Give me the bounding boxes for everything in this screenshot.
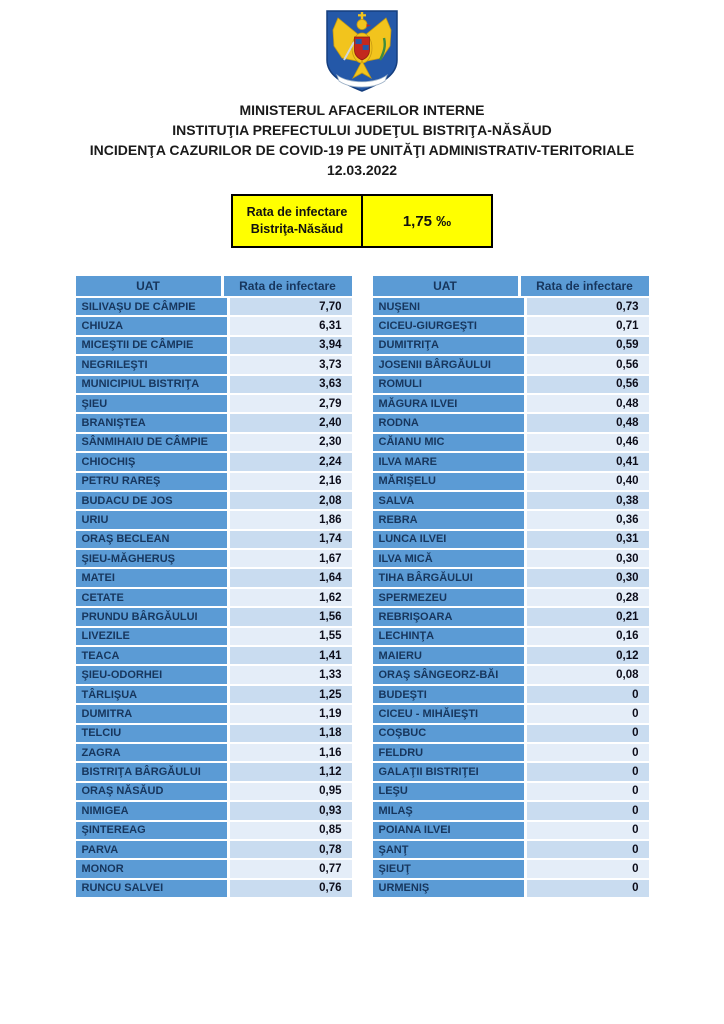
rate-value-cell: 0 bbox=[527, 686, 649, 703]
uat-name-cell: DUMITRA bbox=[76, 705, 227, 722]
column-header-uat: UAT bbox=[373, 276, 518, 296]
table-row bbox=[76, 763, 352, 780]
rate-value-cell: 0 bbox=[527, 802, 649, 819]
uat-name-cell: CICEU - MIHĂIEŞTI bbox=[373, 705, 524, 722]
uat-name-cell: GALAŢII BISTRIŢEI bbox=[373, 763, 524, 780]
uat-name-cell: MONOR bbox=[76, 860, 227, 877]
uat-name-cell: TIHA BÂRGĂULUI bbox=[373, 569, 524, 586]
table-row bbox=[76, 492, 352, 509]
table-row bbox=[373, 569, 649, 586]
uat-name-cell: ORAŞ NĂSĂUD bbox=[76, 783, 227, 800]
rate-value-cell: 0,41 bbox=[527, 453, 649, 470]
uat-name-cell: ORAŞ SÂNGEORZ-BĂI bbox=[373, 666, 524, 683]
table-row bbox=[373, 802, 649, 819]
rate-value-cell: 0,40 bbox=[527, 473, 649, 490]
rate-value-cell: 2,24 bbox=[230, 453, 352, 470]
rate-value-cell: 0 bbox=[527, 822, 649, 839]
rate-value-cell: 0,73 bbox=[527, 298, 649, 315]
rate-value-cell: 6,31 bbox=[230, 317, 352, 334]
uat-name-cell: ŞIEU-MĂGHERUŞ bbox=[76, 550, 227, 567]
table-row bbox=[373, 589, 649, 606]
uat-name-cell: MUNICIPIUL BISTRIŢA bbox=[76, 376, 227, 393]
uat-name-cell: CHIUZA bbox=[76, 317, 227, 334]
table-row bbox=[76, 531, 352, 548]
rate-value-cell: 0,77 bbox=[230, 860, 352, 877]
uat-name-cell: ROMULI bbox=[373, 376, 524, 393]
table-row bbox=[76, 802, 352, 819]
rate-value-cell: 1,16 bbox=[230, 744, 352, 761]
table-row bbox=[373, 822, 649, 839]
table-header-row bbox=[76, 276, 352, 296]
table-row bbox=[76, 473, 352, 490]
uat-name-cell: MICEŞTII DE CÂMPIE bbox=[76, 337, 227, 354]
rate-value-cell: 0 bbox=[527, 725, 649, 742]
rate-value-cell: 0 bbox=[527, 705, 649, 722]
uat-name-cell: TEACA bbox=[76, 647, 227, 664]
uat-name-cell: LIVEZILE bbox=[76, 628, 227, 645]
uat-name-cell: MILAŞ bbox=[373, 802, 524, 819]
table-row bbox=[76, 880, 352, 897]
rate-value-cell: 2,79 bbox=[230, 395, 352, 412]
table-row bbox=[373, 531, 649, 548]
uat-name-cell: NIMIGEA bbox=[76, 802, 227, 819]
uat-name-cell: JOSENII BÂRGĂULUI bbox=[373, 356, 524, 373]
rate-value-cell: 0,78 bbox=[230, 841, 352, 858]
table-row bbox=[76, 569, 352, 586]
column-header-uat: UAT bbox=[76, 276, 221, 296]
uat-name-cell: LUNCA ILVEI bbox=[373, 531, 524, 548]
rate-value-cell: 0 bbox=[527, 860, 649, 877]
table-row bbox=[76, 628, 352, 645]
rate-value-cell: 2,30 bbox=[230, 434, 352, 451]
uat-name-cell: ŞIEU bbox=[76, 395, 227, 412]
rate-value-cell: 2,08 bbox=[230, 492, 352, 509]
uat-table-right bbox=[373, 276, 649, 897]
rate-value-cell: 3,73 bbox=[230, 356, 352, 373]
column-header-rate: Rata de infectare bbox=[224, 276, 352, 296]
uat-name-cell: REBRA bbox=[373, 511, 524, 528]
table-header-row bbox=[373, 276, 649, 296]
table-row bbox=[76, 705, 352, 722]
uat-name-cell: ZAGRA bbox=[76, 744, 227, 761]
rate-value-cell: 0 bbox=[527, 763, 649, 780]
table-row bbox=[373, 647, 649, 664]
table-row bbox=[373, 414, 649, 431]
table-row bbox=[373, 608, 649, 625]
rate-value-cell: 1,19 bbox=[230, 705, 352, 722]
uat-name-cell: MATEI bbox=[76, 569, 227, 586]
uat-name-cell: SILIVAŞU DE CÂMPIE bbox=[76, 298, 227, 315]
uat-name-cell: SÂNMIHAIU DE CÂMPIE bbox=[76, 434, 227, 451]
table-row bbox=[373, 511, 649, 528]
uat-name-cell: PRUNDU BÂRGĂULUI bbox=[76, 608, 227, 625]
rate-value-cell: 2,16 bbox=[230, 473, 352, 490]
title-ministry: MINISTERUL AFACERILOR INTERNE bbox=[239, 102, 485, 118]
tables-container bbox=[0, 276, 724, 897]
uat-name-cell: SALVA bbox=[373, 492, 524, 509]
uat-name-cell: CHIOCHIŞ bbox=[76, 453, 227, 470]
table-row bbox=[76, 647, 352, 664]
rate-value-cell: 1,74 bbox=[230, 531, 352, 548]
uat-name-cell: BUDACU DE JOS bbox=[76, 492, 227, 509]
table-row bbox=[76, 511, 352, 528]
table-row bbox=[76, 666, 352, 683]
rate-value-cell: 1,62 bbox=[230, 589, 352, 606]
table-row bbox=[76, 453, 352, 470]
rate-value-cell: 0,08 bbox=[527, 666, 649, 683]
table-row bbox=[76, 589, 352, 606]
table-row bbox=[373, 337, 649, 354]
table-row bbox=[373, 744, 649, 761]
table-row bbox=[373, 705, 649, 722]
uat-name-cell: RUNCU SALVEI bbox=[76, 880, 227, 897]
rate-value-cell: 0,12 bbox=[527, 647, 649, 664]
table-row bbox=[76, 317, 352, 334]
uat-name-cell: RODNA bbox=[373, 414, 524, 431]
table-row bbox=[373, 376, 649, 393]
rate-value-cell: 0,46 bbox=[527, 434, 649, 451]
rate-value-cell: 0,16 bbox=[527, 628, 649, 645]
rate-value-cell: 0,56 bbox=[527, 376, 649, 393]
table-row bbox=[76, 822, 352, 839]
uat-name-cell: CICEU-GIURGEŞTI bbox=[373, 317, 524, 334]
table-row bbox=[76, 356, 352, 373]
table-row bbox=[373, 841, 649, 858]
table-row bbox=[373, 783, 649, 800]
table-row bbox=[373, 434, 649, 451]
rate-value-cell: 0,95 bbox=[230, 783, 352, 800]
rate-value-cell: 1,12 bbox=[230, 763, 352, 780]
uat-name-cell: TÂRLIŞUA bbox=[76, 686, 227, 703]
uat-name-cell: MAIERU bbox=[373, 647, 524, 664]
table-row bbox=[373, 453, 649, 470]
rate-value-cell: 0,21 bbox=[527, 608, 649, 625]
table-row bbox=[373, 880, 649, 897]
rate-value-cell: 0,71 bbox=[527, 317, 649, 334]
rate-value-cell: 0 bbox=[527, 880, 649, 897]
table-row bbox=[373, 356, 649, 373]
rate-value-cell: 2,40 bbox=[230, 414, 352, 431]
table-row bbox=[76, 744, 352, 761]
table-row bbox=[76, 337, 352, 354]
column-header-rate: Rata de infectare bbox=[521, 276, 649, 296]
uat-name-cell: MĂRIŞELU bbox=[373, 473, 524, 490]
romanian-mai-coat-of-arms-icon bbox=[324, 8, 400, 94]
uat-name-cell: NEGRILEŞTI bbox=[76, 356, 227, 373]
uat-name-cell: TELCIU bbox=[76, 725, 227, 742]
county-rate-summary-box bbox=[231, 194, 493, 248]
table-row bbox=[373, 666, 649, 683]
table-row bbox=[373, 860, 649, 877]
table-row bbox=[76, 298, 352, 315]
title-subject: INCIDENŢA CAZURILOR DE COVID-19 PE UNITĂŢI ADMINISTRATIV-TERITORIALE bbox=[89, 142, 635, 158]
uat-name-cell: MĂGURA ILVEI bbox=[373, 395, 524, 412]
rate-value-cell: 0 bbox=[527, 744, 649, 761]
table-row bbox=[76, 725, 352, 742]
uat-name-cell: ILVA MICĂ bbox=[373, 550, 524, 567]
uat-name-cell: LEŞU bbox=[373, 783, 524, 800]
table-row bbox=[373, 492, 649, 509]
rate-value-cell: 0,85 bbox=[230, 822, 352, 839]
rate-value-cell: 1,25 bbox=[230, 686, 352, 703]
uat-name-cell: REBRIŞOARA bbox=[373, 608, 524, 625]
rate-value-cell: 1,86 bbox=[230, 511, 352, 528]
rate-value-cell: 0,76 bbox=[230, 880, 352, 897]
uat-name-cell: PARVA bbox=[76, 841, 227, 858]
rate-value-cell: 0,31 bbox=[527, 531, 649, 548]
title-date: 12.03.2022 bbox=[326, 162, 398, 178]
uat-name-cell: ILVA MARE bbox=[373, 453, 524, 470]
uat-table-left bbox=[76, 276, 352, 897]
rate-value-cell: 0,93 bbox=[230, 802, 352, 819]
table-row bbox=[76, 608, 352, 625]
table-row bbox=[373, 473, 649, 490]
rate-value-cell: 0,36 bbox=[527, 511, 649, 528]
table-row bbox=[373, 725, 649, 742]
uat-name-cell: BRANIŞTEA bbox=[76, 414, 227, 431]
uat-name-cell: COŞBUC bbox=[373, 725, 524, 742]
uat-name-cell: DUMITRIŢA bbox=[373, 337, 524, 354]
uat-name-cell: ŞANŢ bbox=[373, 841, 524, 858]
rate-value-cell: 0,30 bbox=[527, 569, 649, 586]
title-block bbox=[0, 100, 724, 180]
table-row bbox=[373, 686, 649, 703]
rate-value-cell: 0,30 bbox=[527, 550, 649, 567]
rate-value-cell: 1,41 bbox=[230, 647, 352, 664]
uat-name-cell: BUDEŞTI bbox=[373, 686, 524, 703]
rate-value-cell: 0,48 bbox=[527, 414, 649, 431]
table-row bbox=[373, 395, 649, 412]
rate-value-cell: 3,63 bbox=[230, 376, 352, 393]
rate-value-cell: 0 bbox=[527, 783, 649, 800]
rate-value-cell: 0,56 bbox=[527, 356, 649, 373]
rate-value-cell: 0,38 bbox=[527, 492, 649, 509]
emblem-container bbox=[0, 0, 724, 94]
table-row bbox=[76, 550, 352, 567]
table-row bbox=[76, 860, 352, 877]
uat-name-cell: ŞINTEREAG bbox=[76, 822, 227, 839]
table-row bbox=[76, 686, 352, 703]
summary-rate-value: 1,75 ‰ bbox=[402, 212, 452, 230]
table-row bbox=[76, 783, 352, 800]
uat-name-cell: SPERMEZEU bbox=[373, 589, 524, 606]
rate-value-cell: 7,70 bbox=[230, 298, 352, 315]
uat-name-cell: BISTRIŢA BÂRGĂULUI bbox=[76, 763, 227, 780]
uat-name-cell: URIU bbox=[76, 511, 227, 528]
rate-value-cell: 1,18 bbox=[230, 725, 352, 742]
uat-name-cell: PETRU RAREŞ bbox=[76, 473, 227, 490]
table-row bbox=[76, 841, 352, 858]
table-row bbox=[373, 628, 649, 645]
uat-name-cell: ORAŞ BECLEAN bbox=[76, 531, 227, 548]
table-row bbox=[373, 317, 649, 334]
uat-name-cell: FELDRU bbox=[373, 744, 524, 761]
table-row bbox=[76, 414, 352, 431]
table-row bbox=[373, 763, 649, 780]
uat-name-cell: NUŞENI bbox=[373, 298, 524, 315]
uat-name-cell: CĂIANU MIC bbox=[373, 434, 524, 451]
rate-value-cell: 0,59 bbox=[527, 337, 649, 354]
uat-name-cell: URMENIŞ bbox=[373, 880, 524, 897]
rate-value-cell: 0,28 bbox=[527, 589, 649, 606]
table-row bbox=[373, 550, 649, 567]
rate-value-cell: 1,55 bbox=[230, 628, 352, 645]
summary-label-line1: Rata de infectare bbox=[246, 205, 348, 219]
rate-value-cell: 1,64 bbox=[230, 569, 352, 586]
table-row bbox=[76, 395, 352, 412]
rate-value-cell: 0,48 bbox=[527, 395, 649, 412]
summary-label-line2: Bistriţa-Năsăud bbox=[250, 222, 344, 236]
rate-value-cell: 1,33 bbox=[230, 666, 352, 683]
uat-name-cell: POIANA ILVEI bbox=[373, 822, 524, 839]
rate-value-cell: 1,56 bbox=[230, 608, 352, 625]
summary-label bbox=[233, 196, 363, 246]
table-row bbox=[76, 376, 352, 393]
rate-value-cell: 0 bbox=[527, 841, 649, 858]
rate-value-cell: 1,67 bbox=[230, 550, 352, 567]
table-row bbox=[373, 298, 649, 315]
uat-name-cell: LECHINŢA bbox=[373, 628, 524, 645]
title-institution: INSTITUŢIA PREFECTULUI JUDEŢUL BISTRIŢA-NĂSĂUD bbox=[172, 122, 552, 138]
uat-name-cell: ŞIEUŢ bbox=[373, 860, 524, 877]
rate-value-cell: 3,94 bbox=[230, 337, 352, 354]
uat-name-cell: CETATE bbox=[76, 589, 227, 606]
table-row bbox=[76, 434, 352, 451]
uat-name-cell: ŞIEU-ODORHEI bbox=[76, 666, 227, 683]
